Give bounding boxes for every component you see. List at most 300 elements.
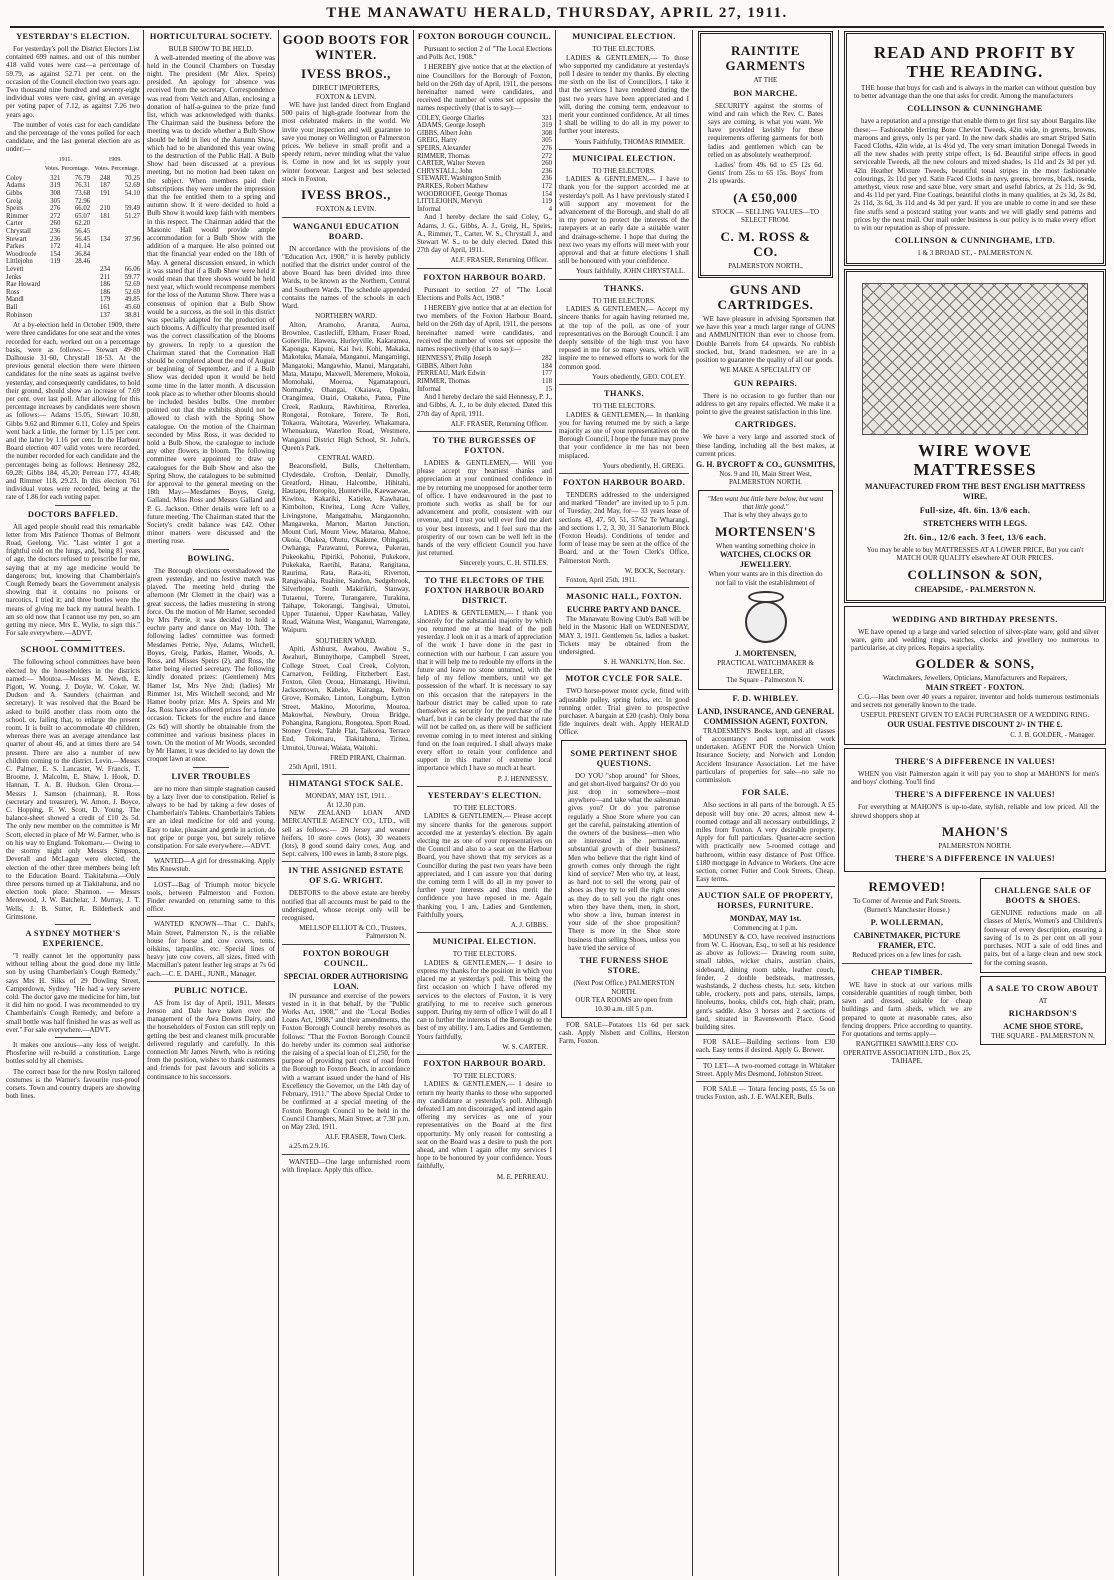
row-value: 172 bbox=[541, 182, 552, 190]
column-rule bbox=[278, 30, 279, 1576]
row-label: Gibbs bbox=[6, 190, 23, 198]
raintite-town: PALMERSTON NORTH., bbox=[728, 261, 803, 270]
wanted-girl-ad: WANTED—A girl for dressmaking. Apply Mrs Knewstub. bbox=[147, 857, 275, 874]
loan-sub: SPECIAL ORDER AUTHORISING LOAN. bbox=[283, 971, 409, 991]
wire-sizes: 2ft. 6in., 12/6 each. 3 feet, 13/6 each. bbox=[903, 532, 1047, 542]
hort-title: HORTICULTURAL SOCIETY. bbox=[149, 32, 273, 41]
coley-sign: Yours obediently, GEO. COLEY. bbox=[592, 372, 685, 381]
gibbs-sign: A. J. GIBBS. bbox=[510, 921, 548, 930]
table-row bbox=[417, 168, 552, 176]
bowling-body: The Borough elections overshadowed the green yesterday, and no festive match was played. The meeting held during the afternoon (Mr Clemett in the chair) was a great success, the ladies mustering in strong force. On the motion of Mr Hamer, seconded by Mrs Petrie, it was decided to hold a euchre party and dance on May 10th. The following ladies' committee was formed: Mesdames Petrie, Nye, Adams, Witchell, Boyes, Greig, Parkes, Hamer, Woods, A. Ross, and Misses Speirs (2), and Ross, the latter being elected secretary. The following kindly donated prizes: (Gentlemen) Mrs Hamer 1st, Mrs Nye 2nd; (ladies) Mr Rimmer 1st, Mrs Witchell second, and Mr Hamer booby prize. Mrs A. Speirs and Mr Jas. Ross have also offered prizes for a future occasion. Tickets for the euchre and dance (2s 6d) will shortly be obtainable from the committee and various business places in town. On the motion of Mr Woods, seconded by Mr Hamer, it was decided to lay down the croquet lawn at once. bbox=[147, 566, 275, 764]
table-row bbox=[6, 281, 140, 289]
bottom-ads bbox=[842, 875, 1108, 1065]
masthead: THE MANAWATU HERALD, THURSDAY, APRIL 27, 1911. bbox=[10, 2, 1104, 28]
row-label: PERREAU, Mark Edwin bbox=[417, 370, 486, 378]
row-value: 236 bbox=[541, 175, 552, 183]
table-row bbox=[417, 137, 552, 145]
burgesses-body: LADIES & GENTLEMEN,— Will you please accept my heartiest thanks and appreciation at your continued confidence in me by returning me unopposed for another term of office. I have endeavoured in the past to promote such works as shall be for our advancement and profit, consistent with our revenue, and I trust you will ever find me alert to your best interests, and I feel sure that the prosperity of our town can be well left in the hands of the very efficient Council you have just returned. bbox=[417, 458, 552, 558]
wedding-offer: USEFUL PRESENT GIVEN TO EACH PURCHASER OF A WEDDING RING. bbox=[860, 711, 1090, 720]
rimmer-sign: Yours Faithfully, THOMAS RIMMER. bbox=[574, 137, 685, 146]
election-table bbox=[6, 156, 140, 319]
removed-title: REMOVED! bbox=[868, 879, 946, 895]
mahon-body: WHEN you visit Palmerston again it will pay you to shop at MAHON'S for men's and boys' clothing. You'll find bbox=[851, 769, 1099, 787]
himatangi-title: HIMATANGI STOCK SALE. bbox=[288, 779, 404, 789]
row-value bbox=[40, 289, 60, 297]
row-label: CARTER, Walter Steven bbox=[417, 160, 485, 168]
loan-title: FOXTON BOROUGH COUNCIL. bbox=[302, 948, 390, 968]
richardson-box bbox=[980, 976, 1106, 1045]
row-label: Ball bbox=[6, 303, 18, 311]
table-row bbox=[6, 296, 140, 304]
timber-title: CHEAP TIMBER. bbox=[871, 967, 943, 977]
wedding-trade: Watchmakers, Jewellers, Opticians, Manufacturers and Repairers, bbox=[882, 674, 1068, 683]
row-value bbox=[60, 289, 90, 297]
shoe-addr: (Next Post Office.) PALMERSTON NORTH. bbox=[573, 979, 675, 996]
estate-sign: MELLSOP ELLIOT & CO., Trustees, Palmerston N. bbox=[299, 924, 406, 941]
row-value bbox=[90, 258, 110, 266]
col-label: Percentage. bbox=[61, 166, 90, 173]
row-value: 72.96 bbox=[74, 197, 91, 205]
row-value: 161 bbox=[99, 303, 111, 311]
table-row bbox=[417, 122, 552, 130]
raintite-at: AT THE bbox=[753, 76, 778, 84]
timber-sign: RANGITIKEI SAWMILLERS' CO-OPERATIVE ASSOCIATION LTD., Box 25, TAIHAPE. bbox=[843, 1040, 971, 1066]
richardson-firm: RICHARDSON'S bbox=[1008, 1009, 1078, 1019]
auction-body: MOUNSEY & CO. have received instructions from W. C. Hoovan, Esq., to sell at his residence as above as follows:— Drawing room suite, small tables, wicker chairs, austrian chairs, sideboard, dining room table, leather couch, fender, 2 double bedsteads, mattresses, washstands, 2 duchess chests, h.r. sets, kitchen table, crockery, pots and pans, utensils, lamps, linoleums, books, child's cot, high chair, pram, gent's saddle. Also 3 horses and 2 sections of land, situated in Ravensworth Place. Good building sites. bbox=[696, 932, 835, 1032]
bycroft-firm: G. H. BYCROFT & CO., GUNSMITHS, bbox=[696, 459, 835, 469]
coley-sub: TO THE ELECTORS. bbox=[592, 296, 656, 305]
wire-body: You may be able to buy MATTRESSES AT A LOWER PRICE, But you can't MATCH OUR QUALITY elsewhere AT OUR PRICES. bbox=[866, 545, 1084, 563]
row-value: 260 bbox=[541, 160, 552, 168]
sydney-title: A SYDNEY MOTHER'S EXPERIENCE. bbox=[25, 928, 121, 948]
row-label: Rimmer bbox=[6, 212, 29, 220]
education-sign: FRED PIRANI, Chairman. bbox=[330, 753, 406, 762]
row-label: COLEY, George Charles bbox=[417, 114, 485, 122]
central-ward: CENTRAL WARD. bbox=[318, 453, 374, 462]
row-value: 59.77 bbox=[124, 273, 140, 281]
himatangi-time: At 12.30 p.m. bbox=[326, 800, 366, 809]
row-label: RIMMER, Thomas bbox=[417, 377, 470, 385]
mortensen-quote: "Men want but little here below, but want that little good." bbox=[707, 494, 824, 512]
cartridges-body: We have a very large and assorted stock of these landing, including all the best makes, at current prices. bbox=[696, 433, 835, 458]
perreau-sub: TO THE ELECTORS. bbox=[452, 1071, 517, 1080]
masonic-sign: S. H. WANKLYN, Hon. Sec. bbox=[603, 658, 685, 667]
harbour-intro: Pursuant to section 27 of "The Local Elections and Polls Act, 1908." bbox=[417, 285, 552, 302]
row-value: 36.84 bbox=[74, 250, 91, 258]
school-body: The following school committees have been elected by the householders in the districts named:— Moutoa.—Messrs M. Newth, E. Pigott, W. Young, J. Doyle, W. Coker, W. Dudson and A. Saunders (chairman and secretary). It was resolved that the Board be asked to build another class room onto the school, or, failing that, to enlarge the present room. It is built to accommodate 40 children, whereas there was an average attendance last quarter of about 46, and at times there are 54 present. There are also a number of new children coming to the district. Levin.—Messrs C. Palmer, E. S. Lancaster, W. Francis, T. Broome, J. Malcolm, E. Shaw, I. Hook, D. Hannan, T. A. B. Hudson. Glen Oroua.—Messrs J. Samson (chairman), R. Ross (secretary and treasurer), W. Amon, J. Boyce, C. Hopping, F. W. Scott, D. Young. The balance-sheet showed a credit of £10 2s 5d. The only new member on the committee is Mr Scott, elected in place of Mr W. Farmer, who is on his way to England. Tokomaru.— Owing to the stormy night only Messrs Simpson, Deverall and McLagan were elected, the election of the other three members being left to the Education Board. Tiakitahuna.—Only three persons turned up at Tiakitahuna, and no election took place. Shannon. — Messrs Merewood, J. W. Batchelar, J. Murray, J. T. Wells, J. B. Sutter, R. Bilderbeck and Grimstone. bbox=[6, 658, 140, 921]
row-value bbox=[110, 258, 140, 266]
harbour-sign: ALF. FRASER, Returning Officer. bbox=[450, 419, 548, 428]
phosferine-body: It makes one anxious—any loss of weight. Phosferine will re-build a constitution. Large bottles sold by all chemists. bbox=[6, 1040, 140, 1066]
greig-body: LADIES & GENTLEMEN,— In thanking you for having returned me by such a large majority as one of your representatives on the Borough Council, I hope the future may prove that your confidence in me has not been misplaced. bbox=[559, 410, 689, 460]
col-label: Votes. bbox=[94, 166, 110, 173]
row-label: Carter bbox=[6, 220, 23, 228]
row-value: 76.31 bbox=[74, 182, 91, 190]
row-value bbox=[110, 228, 140, 236]
rimmer-sub: TO THE ELECTORS. bbox=[592, 45, 656, 53]
gibbs-title: YESTERDAY'S ELECTION. bbox=[427, 790, 542, 800]
shoe-firm: THE FURNESS SHOE STORE. bbox=[579, 956, 669, 976]
whibley-sale: Also sections in all parts of the borough. A £5 deposit will buy one. 20 acres, almost new 4-roomed cottage and all necessary outbuildings, 2 miles from Foxton. A very desirable property. Apply for full particulars. Quarter-acre section with practically new 5-roomed cottage and bathroom, within easy distance of Post Office. £180 mortgage in Advance to Workers. One acre section, corner Futter and Cook Streets. Cheap. Easy terms. bbox=[696, 801, 835, 884]
greig-sub: TO THE ELECTORS. bbox=[592, 402, 656, 410]
estate-title: IN THE ASSIGNED ESTATE OF S.G. WRIGHT. bbox=[288, 866, 404, 886]
harbour-table bbox=[417, 355, 552, 393]
bottom-ads-right bbox=[978, 875, 1108, 1065]
row-label: Chrystall bbox=[6, 227, 31, 235]
mortensen-body: When wanting something choice in bbox=[715, 541, 816, 550]
column-6 bbox=[696, 28, 835, 1576]
hort-body: A well-attended meeting of the above was held in the Council Chambers on Tuesday night. The president (Mr Alex. Speirs) presided. An apology for absence was received from the secretary. Correspondence was read from Veitch and Allan, enclosing a donation of half-a-guinea to the prize fund list, which was acknowledged with thanks. The Chairman said the business before the meeting was to decide whether a Bulb Show should be held in lieu of the Autumn Show, which had to be abandoned this year owing to the destruction of the Public Hall. A Bulb Show had been discussed at a previous meeting, but no motion had been taken on the subject. When members paid their subscriptions they were under the impression that the fee entitled them to a spring and autumn show. It it were decided to hold a Bulb Show it would keep faith with members in this respect. The Chairman added that the Masonic Hall would provide ample accommodation for a Bulb Show with the addition of a marquee. He also pointed out that the financial year ended on the 18th of May. A general discussion ensued, in which it was stated that if a Bulb Show were held it would mean that three shows would be held next year, which would recompense members for the loss of the Autumn Show. There was a consensus of opinion that a Bulb Show would be a success, as the soil in this district was specially adapted for the production of such blooms. A difficulty that presented itself was the correct classification of the blooms by growers. In reply to a question the Chairman stated that the Coronation Hall should be completed about the end of August or beginning of September, and if a Bulb Show was decided upon it would be held some time in the latter month. A discussion took place as to whether other blooms should be included besides bulbs. One member pointed out that the exhibits should not be allowed to clash with the Spring Show catalogue. On the motion of the Chairman seconded by Miss Ross, it was decided to hold a Bulb Show, the catalogue to include any other flowers in bloom. The following committee were appointed to draw up catalogues for the Bulb Show and also the Spring Show, the catalogues to be submitted for approval to the general meeting on the 18th May:—Mesdames Boyes, Greig, Galland, Miss Ross and Messrs Galland and P. G. Jackson. Other details were left to a future meeting. The Chairman stated that the Society's credit balance was £42. Other minor matters were discussed and the meeting rose. bbox=[147, 53, 275, 546]
row-value: 308 bbox=[50, 190, 61, 198]
col-label: Percentage. bbox=[111, 166, 139, 173]
mortensen-box bbox=[698, 490, 833, 690]
reading-firm: COLLINSON & CUNNINGHAME bbox=[907, 104, 1043, 114]
wedding-addr: MAIN STREET - FOXTON. bbox=[925, 682, 1025, 692]
auction-time: Commencing at 1 p.m. bbox=[733, 924, 798, 933]
liver-body: are no more than simple stagnation caused by a lazy liver due to constipation. Relief is always to be had by taking a few doses of Chamberlain's Tablets. Chamberlain's Tablets are an ideal medicine for old and young. Easy to take, pleasant and gentle in action, do not gripe or purge you, but surely relieve constipation. For sale everywhere.—ADVT. bbox=[147, 784, 275, 850]
row-value: 52.69 bbox=[124, 281, 140, 289]
table-row bbox=[6, 198, 140, 206]
table-row bbox=[6, 312, 140, 320]
loan-body: IN pursuance and exercise of the powers vested in it in that behalf, by the "Public Works Act, 1908," and the "Local Bodies Loans Act, 1908," and their amendments, the Foxton Borough Council hereby resolves as follows: "That the Foxton Borough Council do hereby under its common seal authorise the raising of a special loan of £1,250, for the purpose of providing part cost of road from the Borough to Foxton Beach, in accordance with a warrant issued under the hand of His Excellency the Governor, on the 14th day of February, 1911." The above Special Order to be confirmed at a special meeting of the Foxton Borough Council to be held in the Council Chambers, Main Street, at 7.30 p.m. on May 23rd, 1911. bbox=[282, 991, 410, 1131]
mortensen-trade: PRACTICAL WATCHMAKER & JEWELLER, bbox=[717, 659, 814, 676]
row-value: 70.25 bbox=[124, 174, 140, 182]
table-row bbox=[417, 153, 552, 161]
row-label: LITTLEJOHN, Mervyn bbox=[417, 198, 483, 206]
whibley-body: TRADESMEN'S Books kept, and all classes of accountancy and commission work undertaken. AGENT FOR the Norwich Union Insurance Society, and Norwich and London Accident Insurance Association. Let me have particulars of properties for sale—no sale no commission. bbox=[696, 726, 835, 785]
row-value: 56.45 bbox=[74, 227, 91, 235]
row-value: 321 bbox=[541, 114, 552, 122]
row-label: Informal bbox=[417, 205, 441, 213]
mortensen-firm: MORTENSEN'S bbox=[715, 523, 816, 539]
gun-repairs-body: There is no occasion to go further than our address to get any repairs effected. We make it a point to give the greatest satisfaction in this line. bbox=[696, 391, 835, 417]
row-label: STEWART, Washington Smith bbox=[417, 175, 501, 183]
mahon-title: THERE'S A DIFFERENCE IN VALUES! bbox=[894, 756, 1056, 766]
boots-tag: DIRECT IMPORTERS, bbox=[312, 84, 380, 92]
row-label: Jenks bbox=[6, 273, 22, 281]
boots-head: GOOD BOOTS FOR WINTER. bbox=[282, 32, 410, 62]
row-value bbox=[40, 281, 60, 289]
row-value: 54.10 bbox=[124, 190, 140, 198]
table-row bbox=[417, 363, 552, 371]
perreau-body: LADIES & GENTLEMEN,— I desire to return my hearty thanks to those who supported my candidature at yesterday's poll. Although defeated I am not discouraged, and intend again offering my services as one of your representatives on the Board at the first opportunity. My only reason for contesting a seat on the Board was a desire to push the port ahead, and when I again offer my services I hope to be honoured by your confidence. Yours faithfully, bbox=[417, 1080, 552, 1171]
table-row bbox=[6, 220, 140, 228]
rimmer-body: LADIES & GENTLEMEN,— To those who supported my candidature at yesterday's poll I desire to tender my thanks. By electing me sixth on the list of Councillors, I take it that the services I have rendered during the past two years have been appreciated and I will, during the coming term, endeavour to merit your continued confidence. At all times I shall be willing to do all in my power to further your interests. bbox=[559, 53, 689, 136]
tenders-date: Foxton, April 25th, 1911. bbox=[566, 575, 637, 584]
row-label: GIBBS, Albert John bbox=[417, 362, 472, 370]
row-value: 276 bbox=[50, 205, 61, 213]
column-rule bbox=[413, 30, 414, 1576]
row-label: Robinson bbox=[6, 311, 33, 319]
small-ad: TO LET—A two-roomed cottage in Whitaker Street. Apply Mrs Desmond, Johnston Street. bbox=[696, 1061, 835, 1078]
himatangi-body: NEW ZEALAND LOAN AND MERCANTILE AGENCY CO., LTD., will sell as follows:— 20 Jersey and weaner heifers, 10 store cows (lots), 30 weaners (lots), 8 good sound dairy cows, Aug. and Sept. calvers, 100 ewes in lamb, 8 store pigs. bbox=[282, 809, 410, 859]
perreau-title: FOXTON HARBOUR BOARD. bbox=[423, 1058, 546, 1068]
table-row bbox=[6, 289, 140, 297]
cartridges-title: CARTRIDGES. bbox=[734, 420, 797, 430]
row-value: 76.79 bbox=[74, 174, 91, 182]
row-value: 236 bbox=[50, 227, 61, 235]
row-value: 56.45 bbox=[74, 235, 91, 243]
hort-sub: BULB SHOW TO BE HELD. bbox=[168, 45, 254, 53]
column-rule bbox=[692, 30, 693, 1576]
row-value: 248 bbox=[99, 174, 111, 182]
row-value bbox=[40, 266, 60, 274]
masonic-body: The Manawatu Rowing Club's Ball will be held in the Masonic Hall on WEDNESDAY, MAY 3, 1911. Gentlemen 5s, ladies a basket. Tickets may be obtained from the undersigned. bbox=[559, 615, 689, 656]
row-value bbox=[40, 304, 60, 312]
reading-box bbox=[844, 31, 1106, 266]
chrystall-sub: TO THE ELECTORS. bbox=[592, 166, 656, 175]
row-value bbox=[90, 243, 110, 251]
wedding-body-2: C.G.—Has been over 40 years a repairer, inventor and holds numerous testimonials and secrets not generally known to the trade. bbox=[851, 692, 1099, 710]
carter-title: MUNICIPAL ELECTION. bbox=[432, 937, 537, 947]
row-value bbox=[60, 312, 90, 320]
burgesses-sign: Sincerely yours, C. H. STILES. bbox=[459, 559, 548, 568]
row-label: Levett bbox=[6, 265, 24, 273]
rimmer-title: MUNICIPAL ELECTION. bbox=[572, 32, 676, 41]
council-decl: And I hereby declare the said Coley, G., Adams, J. G., Gibbs, A. J., Greig, H., Speirs, A., Rimmer, T., Carter, W. S., Chrystall J., and Stewart W. S., to be duly elected. Dated this 27th day of April, 1911. bbox=[417, 213, 552, 255]
row-label: Rae Howard bbox=[6, 281, 41, 289]
wedding-sign: C. J. B. GOLDER, - Manager. bbox=[1010, 730, 1095, 739]
row-label: Woodroofe bbox=[6, 250, 37, 258]
year-1911: 1911. bbox=[58, 156, 72, 163]
row-label: Littlejohn bbox=[6, 258, 33, 266]
election-body: At a by-election held in October 1909, there were three candidates for one seat and the votes recorded for each, worked out on a percentage basis, were as follows:— Stewart 49·80 Dalhousie 31·60, Chrystall 18·53. At the previous general election there were thirteen candidates for the nine seats as against twelve yesterday, and consequently candidates, to hold their ground, should show an increase of 7.69 per cent. over last poll. After allowing for this percentage increases by candidates were shown as follows:— Adams 15.05, Stewart 10.80, Gibbs 9.62 and Rimmer 6.11, Coley and Speirs went back a little, the former by 1.15 per cent. and the latter by 1.16 per cent. In the Harbour Board election 407 valid votes were recorded, the number recorded for each candidate and the percentages being as follows: Hennessy 282, 69,28; Gibbs 184, 45,20; Perreau 177, 43.48; and Rimmer 118, 29.23. In this election 761 individual votes were recorded, being at the rate of 1.86 for each voting paper. bbox=[6, 321, 140, 502]
boots-firm-2: IVESS BROS., bbox=[301, 187, 391, 203]
mortensen-body-2: When your wants are in this direction do not fail to visit the establishment of bbox=[708, 570, 823, 587]
row-value: 52.69 bbox=[124, 288, 140, 296]
gun-repairs: GUN REPAIRS. bbox=[733, 378, 798, 388]
boots-firm: IVESS BROS., bbox=[301, 66, 391, 81]
harbour-electors-title: TO THE ELECTORS OF THE FOXTON HARBOUR BOARD DISTRICT. bbox=[424, 575, 545, 605]
southern-ward: SOUTHERN WARD. bbox=[315, 636, 377, 645]
row-value: 187 bbox=[99, 182, 111, 190]
row-value bbox=[60, 281, 90, 289]
row-value: 177 bbox=[541, 370, 552, 378]
wire-mesh-illustration bbox=[862, 283, 1088, 435]
row-value: 15 bbox=[545, 385, 552, 393]
row-value: 62.20 bbox=[74, 220, 91, 228]
loan-sign: ALF. FRASER, Town Clerk. bbox=[325, 1133, 406, 1142]
row-label: GREIG, Harry bbox=[417, 137, 458, 145]
boots-body: WE have just landed direct from England 500 pairs of high-grade footwear from the most celebrated makers in the world. We invite your inspection and will guarantee to save you money on Wellington or Palmerston prices. We believe in small profit and a speedy return, never minding what the value is. Come in now and let us supply your winter footwear. Largest and best selected stock in Foxton. bbox=[282, 101, 410, 183]
doctors-title: DOCTORS BAFFLED. bbox=[27, 509, 119, 519]
row-value bbox=[110, 220, 140, 228]
harbour-electors-sign: P. J. HENNESSY. bbox=[497, 774, 548, 783]
mortensen-line: That is why they always go to bbox=[723, 511, 808, 520]
doctors-body: All aged people should read this remarkable letter from Mrs Patience Thomas of Belmont Road, Geelong, Vic. "Last winter I got a frightful cold on the lungs, and, being 81 years of age, the doctors refused to prescribe for me, saying that at my age medicine would be dangerous; but, knowing that Chamberlain's Cough Remedy bears the Government analysis showing that it contains no poisons or narcotics, I tried it; and three bottles were the means of giving me back my natural health. I am so old now that I cannot use my pen, so am getting my niece, Mrs E. Wylie, to sign this." For sale everywhere.—ADVT. bbox=[6, 522, 140, 638]
row-value: 65.07 bbox=[74, 212, 91, 220]
northern-ward: NORTHERN WARD. bbox=[315, 312, 377, 321]
row-value: 137 bbox=[99, 311, 111, 319]
mortensen-addr: The Square - Palmerston N. bbox=[726, 676, 805, 685]
table-row bbox=[6, 182, 140, 190]
row-value bbox=[60, 266, 90, 274]
chrystall-body: LADIES & GENTLEMEN,— I have to thank you for the support accorded me at yesterday's poll. As I have previously stated I will support any movement for the advancement of the Borough, and shall do all in my power to protect the interests of the ratepayers at an early date a suitable water and drainage-scheme. I hope that during the next two years my efforts will meet with your approval and that at future elections I shall still be honoured with your confidence. bbox=[559, 175, 689, 266]
row-value: 59.49 bbox=[124, 205, 140, 213]
school-title: SCHOOL COMMITTEES. bbox=[20, 645, 126, 655]
table-row bbox=[6, 304, 140, 312]
whibley-sale-title: FOR SALE. bbox=[742, 788, 789, 798]
whibley-trade: LAND, INSURANCE, AND GENERAL COMMISSION AGENT, FOXTON. bbox=[697, 706, 834, 726]
boots-place: FOXTON & LEVIN. bbox=[316, 92, 376, 101]
potatoes-ad: FOR SALE—Potatoes 11s 6d per sack cash. Apply Nisbett and Collins, Herston Farm, Foxton. bbox=[559, 1021, 689, 1046]
row-value: 179 bbox=[99, 296, 111, 304]
row-value bbox=[40, 274, 60, 282]
column-rule bbox=[838, 30, 839, 1576]
reading-addr: 1 & 3 BROAD ST., - PALMERSTON N. bbox=[917, 249, 1033, 258]
wire-firm: COLLINSON & SON, bbox=[907, 566, 1043, 582]
column-5 bbox=[559, 28, 689, 1576]
council-body: I HEREBY give notice that at the election of nine Councillors for the Borough of Foxton, held on the 26th day of April, 1911, the persons hereinafter named were candidates, and received the number of votes set opposite the names respectively (that is to say):— bbox=[417, 63, 552, 113]
masonic-sub: EUCHRE PARTY AND DANCE. bbox=[567, 605, 681, 615]
table-row bbox=[417, 198, 552, 206]
bowling-title: BOWLING. bbox=[187, 553, 235, 563]
shoe-title: SOME PERTINENT SHOE QUESTIONS. bbox=[570, 748, 678, 768]
bycroft-addr: Nos. 9 and 10, Main Street West, PALMERSTON NORTH. bbox=[719, 469, 812, 487]
row-value bbox=[110, 243, 140, 251]
row-label: PARKES, Robert Mathew bbox=[417, 182, 489, 190]
richardson-store: ACME SHOE STORE, bbox=[1003, 1022, 1083, 1032]
removed-firm: P. WOLLERMAN, bbox=[870, 918, 944, 928]
mortensen-goods: WATCHES, CLOCKS OR JEWELLERY. bbox=[719, 550, 812, 570]
row-value: 134 bbox=[99, 235, 111, 243]
mortensen-sign: J. MORTENSEN, bbox=[734, 649, 797, 659]
auction-date: MONDAY, MAY 1st. bbox=[729, 914, 802, 924]
row-value: 305 bbox=[50, 197, 61, 205]
richardson-addr: THE SQUARE - PALMERSTON N. bbox=[991, 1032, 1095, 1041]
row-label: SPEIRS, Alexander bbox=[417, 145, 471, 152]
chrystall-title: MUNICIPAL ELECTION. bbox=[572, 153, 676, 163]
table-row bbox=[6, 190, 140, 198]
central-schools: Beaconsfield, Bulls, Cheltenham, Clydesdale, Crofton, Denlair, Dunolly, Greatford, Hinau, Halcombe, Hihitahi, Hautapu, Horopito, Hunterville, Kaewaewae, Kiwitea, Kakariki, Katieke, Kawhatau, Kimbolton, Kiwitea, Long Acre Valley, Livingstone, Mangamahu, Mangaonoho, Mangaweka, Marton, Marton Junction, Mount Curl, Mount View, Mataroa, Mahoe, Okoia, Ohakea, Ohutu, Okakune, Ohingaiti, Owhanga, Parawanui, Porewa, Pukerau, Pukeokahu, Pipiriki, Pohonui, Pukekore, Pukekaka, Raetihi, Ratana, Rangitaua, Raurima, Rata, Rata-iti, Riverton, Rangiwahia, Ruahine, Sandon, Sedgebrook, Silverhope, South Makirikiri, Stanway, Tutaenui, Torere, Turangarere, Turakina, Taihape, Tokorangi, Tangiwai, Umutoi, Upper Tutaenui, Upper Kawhatau, Valley Road, Waituna West, Wanganui, Warrengate, Waipuru. bbox=[282, 462, 410, 635]
table-row bbox=[6, 251, 140, 259]
carter-body: LADIES & GENTLEMEN,— I desire to express my thanks for the position in which you placed me at yesterday's poll. This being the first occasion on which I have offered my services to the electors of Foxton, it is very gratifying to me to receive such generous support. During my term of office I will do all I can to further the interests of the Borough to the best of my ability. I am, Ladies and Gentlemen, Yours faithfully, bbox=[417, 958, 552, 1041]
guns-body: WE have pleasure in advising Sportsmen that we have this year a much larger range of GUNS and AMMUNITION than ever to choose from. Double Barrels from £4 upwards. No rubbish stocked, but, brand tradesmen, we are in a position to guarantee the quality of all our goods. bbox=[696, 315, 835, 365]
row-value: 38.81 bbox=[124, 311, 140, 319]
notice-title: PUBLIC NOTICE. bbox=[174, 985, 248, 995]
row-label: WOODROOFE, George Thomas bbox=[417, 190, 508, 198]
raintite-prices: Ladies' from 49s 6d to £5 12s 6d. Gents' from 25s to 65 15s. Boys' from 21s upwards. bbox=[708, 160, 823, 186]
row-value: 308 bbox=[541, 129, 552, 137]
mahon-body-2: For everything at MAHON'S is up-to-date, stylish, reliable and low priced. All the shrewd shoppers shop at bbox=[851, 803, 1099, 820]
row-value: 181 bbox=[99, 212, 111, 220]
row-label: GIBBS, Albert John bbox=[417, 129, 472, 137]
carter-sub: TO THE ELECTORS. bbox=[452, 950, 517, 959]
mahon-title-2: THERE'S A DIFFERENCE IN VALUES! bbox=[894, 790, 1056, 800]
row-value: 210 bbox=[99, 205, 111, 213]
reading-title: READ AND PROFIT BY THE READING. bbox=[873, 43, 1077, 81]
timber-body: WE have in stock at our various mills considerable quantities of rough timber, both sawn and dressed, suitable for cheap buildings and farm sheds, which we are prepared to quote at reasonable rates, also fencing droppers. Price according to quantity. For quotations and terms apply— bbox=[842, 980, 972, 1038]
table-row bbox=[417, 130, 552, 138]
row-value: 172 bbox=[50, 243, 61, 251]
row-label: Greig bbox=[6, 197, 22, 205]
motor-title: MOTOR CYCLE FOR SALE. bbox=[565, 674, 683, 684]
removed-body-2: Reduced prices on a few lines for cash. bbox=[852, 951, 962, 960]
table-row bbox=[6, 205, 140, 213]
coley-body: LADIES & GENTLEMEN,— Accept my sincere thanks for again having returned me, at the top of the poll, as one of your representatives on the Borough Council. I am deeply sensible of the high trust you have reposed in me for so many years, which will inspire me to renewed efforts to work for the common good. bbox=[559, 305, 689, 371]
table-row bbox=[417, 183, 552, 191]
column-rule bbox=[555, 30, 556, 1576]
reading-body-2: have a reputation and a prestige that enable them to get first say about Bargains like these:— Fashionable Herring Bone Cheviot Tweeds, 42in wide, in greens, browns, maroons and greys, only 1s per yard. In the new dark shades are smart Striped Satin Faced Cloths, 42in wide, at 1s 4½d yd. The very smart imitation Donegal Tweeds in all the new shades with pretty stripe effect, 1s 6d. Beautiful stripe effects in good serviceable Tweeds, all the new colours and mixed shades, 1s 11d and 2s 3d per yd. 42in Heather Mixture Tweeds, beautiful tonal stripes in the most fashionable colourings, 2s 11d per yd. Satin Faced Cloths in navy, greens, browns, black, reseda, amethyst, vieux rose and saxe blue, very smart and useful fabrics, at 2s 11d, 3s 9d, and 4s 11d per yard. Fine Coatings, beautiful cloths in many qualities, at 2s 3d, 2s 8d, 2s 11d, 3s 6d, 3s 11d and 4s 3d per yard. If you are unable to come in and see these fine stuffs send a postcard stating your wants and we will gladly send patterns and prices by the next mail. Our mail order business is our policy is to make every effort to win our reputation as shop of pressure. bbox=[854, 117, 1096, 233]
row-value: 119 bbox=[50, 258, 61, 266]
gibbs-body: LADIES & GENTLEMEN,— Please accept my sincere thanks for the generous support accorded me at yesterday's election. By again electing me as one of your representatives on the Council and also to a seat on the Harbour Board, you have shown that my services as a Councillor during the past two years have been appreciated, and I can assure you that during the coming term I will do all in my power to further your interests and thus merit the confidence you have reposed in me. Again thanking you, I am, Ladies and Gentlemen, Faithfully yours, bbox=[417, 812, 552, 919]
raintite-store: BON MARCHE. bbox=[733, 88, 798, 98]
col-label: Votes. bbox=[44, 166, 60, 173]
row-value: 282 bbox=[541, 355, 552, 363]
row-value: 4 bbox=[548, 205, 552, 213]
auction-title: AUCTION SALE OF PROPERTY, HORSES, FURNITURE. bbox=[698, 891, 833, 911]
harbour-electors-body: LADIES & GENTLEMEN,— I thank you sincerely for the substantial majority by which you returned me at the head of the poll yesterday. I look on it as a mark of appreciation of the work I have done in the past in connection with our harbour. I can assure you that it will help me to redouble my efforts in the future and leave no stone unturned, with the help of my fellow members, until we get possession of the wharf. It is necessary to say on this occasion that the ratepayers in the harbour district may be called upon to rate themselves as security for the purchase of the wharf, but it can be clearly proved that the rate will not be called on, as there will be sufficient revenue coming in to meet interest and sinking fund on the loan required. I shall always make every effort to retain your confidence and support in this matter of extreme local importance which I have so much at heart. bbox=[417, 608, 552, 773]
row-label: HENNESSY, Philip Joseph bbox=[417, 355, 492, 363]
council-intro: Pursuant to section 2 of "The Local Elections and Polls Act, 1908." bbox=[417, 45, 552, 62]
masonic-title: MASONIC HALL, FOXTON. bbox=[566, 592, 682, 602]
table-row bbox=[417, 378, 552, 386]
row-value: 28.46 bbox=[74, 258, 91, 266]
table-row bbox=[417, 160, 552, 168]
northern-schools: Alton, Aramoho, Araruta, Auroa, Brownlee, Castlecliff, Eltham, Fraser Road, Goneville, Hawera, Hurleyville, Kakaramea, Kaponga, Kapuni, Kai Iwi, Kohi, Makaka, Makotuku, Manaia, Manganui, Mangamingi, Mangatoki, Mangawhio, Manui, Mangatahi, Mata, Matapu, Maxwell, Meremere, Mokoia, Momohaki, Moeroa, Ngamatapouri, Normanby, Ohangai, Okaiawa, Opaku, Orangimea, Otairi, Otakeho, Patea, Pine Creek, Raukura, Rawhitiroa, Riverlea, Rongotai, Rotokare, Torere, Te Roti, Tokaora, Waitotara, Waverley, Whakamara, Whenuakura, Waterloo Road, Westmere, Wanganui District High School, St. John's, Queen's Park. bbox=[282, 320, 410, 452]
wedding-box bbox=[844, 606, 1106, 745]
row-value: 186 bbox=[99, 288, 111, 296]
election-intro: For yesterday's poll the District Electors List contained 699 names, and out of this number 418 valid votes were cast—a percentage of 59.79, as against 52.71 per cent. on the occasion of the Council election two years ago. Two thousand nine hundred and seventy-eight individual votes were cast, giving an average per voting paper of 7.12, as against 7.26 two years ago. bbox=[6, 45, 140, 119]
row-value: 119 bbox=[542, 198, 552, 206]
table-row bbox=[417, 175, 552, 183]
greig-sign: Yours obediently, H. GREIG. bbox=[602, 461, 685, 470]
wedding-body: WE have opened up a large and varied selection of silver-plate ware, gold and silver ware, gem and wedding rings, watches, clocks and jewellery too numerous to particularise, at city prices. Repairs a speciality. bbox=[851, 627, 1099, 653]
tenders-body: TENDERS addressed to the undersigned and marked "Tender" are invited up to 5 p.m. of Tuesday, 2nd May, for— 33 years lease of sections 43, 47, 50, 51, 57/62 Te Wharangi, and sections 1, 2, 3, 30, 31 Sanatorium Block (Foxton Heads). Conditions of tender and form of lease may be seen at the office of the Board, and at the Town Clerk's Office, Palmerston North. bbox=[559, 490, 689, 565]
raintite-body: SECURITY against the storms of wind and rain which the Rev. C. Bates says are coming, is what you want. We have provided lavishly for these requirements offering garments for both ladies and gentlemen which can be relied on as absolutely weatherproof. bbox=[708, 101, 823, 159]
raintite-box bbox=[698, 31, 833, 278]
year-1909: 1909. bbox=[108, 156, 122, 163]
column-2 bbox=[147, 28, 275, 1576]
row-value: 234 bbox=[99, 265, 111, 273]
reading-body: THE house that buys for cash and is always in the market can without question buy to better advantage than the one that asks for credit. Among the manufacturers bbox=[854, 84, 1096, 101]
education-body: IN accordance with the provisions of the "Education Act, 1908," it is hereby publicly notified that the district under control of the above Board has been divided into three Wards, to be known as the Northern, Central and Southern Wards. The schedule appended contains the names of the schools in each Ward. bbox=[282, 244, 410, 310]
education-date: 25th April, 1911. bbox=[289, 763, 337, 772]
table-row bbox=[6, 228, 140, 236]
row-value: 321 bbox=[50, 174, 61, 182]
table-row bbox=[6, 243, 140, 251]
row-value: 260 bbox=[50, 220, 61, 228]
column-4 bbox=[417, 28, 552, 1576]
column-3 bbox=[282, 28, 410, 1576]
column-7 bbox=[842, 28, 1108, 1576]
election-intro-2: The number of votes cast for each candidate and the percentage of the votes polled for each candidate, and the last general election are as under:— bbox=[6, 120, 140, 154]
table-row bbox=[417, 355, 552, 363]
row-label: Adams bbox=[6, 182, 26, 190]
education-title: WANGANUI EDUCATION BOARD. bbox=[292, 221, 400, 241]
loan-ref: a.25.m.2.9.16. bbox=[289, 1142, 330, 1151]
raintite-stock: STOCK — SELLING VALUES—TO SELECT FROM. bbox=[711, 207, 820, 225]
table-row bbox=[417, 206, 552, 214]
council-table bbox=[417, 115, 552, 214]
harbour-decl: And I hereby declare the said Hennessy, P. J., and Gibbs, A. J., to be duly elected. Dated this 27th day of April, 1911. bbox=[417, 393, 552, 418]
whibley-name: F. D. WHIBLEY. bbox=[732, 693, 799, 703]
small-ad: FOR SALE — Totara fencing posts, £5 5s on trucks Foxton, ash. J. E. WALKER, Bulls. bbox=[696, 1085, 835, 1102]
wire-title: WIRE WOVE MATTRESSES bbox=[913, 440, 1037, 479]
row-value: 37.96 bbox=[124, 235, 140, 243]
boots-place-2: FOXTON & LEVIN. bbox=[316, 205, 376, 214]
row-value: 276 bbox=[541, 145, 552, 152]
table-row bbox=[417, 115, 552, 123]
row-value: 73.68 bbox=[74, 190, 91, 198]
row-value bbox=[90, 198, 110, 206]
wire-size: Full-size, 4ft. 6in. 13/6 each. bbox=[919, 505, 1031, 515]
mahon-box bbox=[844, 748, 1106, 872]
estate-body: DEBTORS to the above estate are hereby notified that all accounts must be paid to the undersigned, whose receipt only will be recognised. bbox=[282, 889, 410, 923]
table-row bbox=[417, 145, 552, 153]
sydney-body: "I really cannot let the opportunity pass without telling about the good done my little son by using Chamberlain's Cough Remedy," says Mrs H. Silks of 29 Dowling Street, Camperdown, Sydney. "He had a very severe cold. The doctor gave me medicine for him, but it did him no good. I was recommended to try Chamberlain's Cough Remedy, and before a small bottle was half finished he was as well as ever." For sale everywhere.—ADVT. bbox=[6, 951, 140, 1034]
row-value bbox=[40, 312, 60, 320]
